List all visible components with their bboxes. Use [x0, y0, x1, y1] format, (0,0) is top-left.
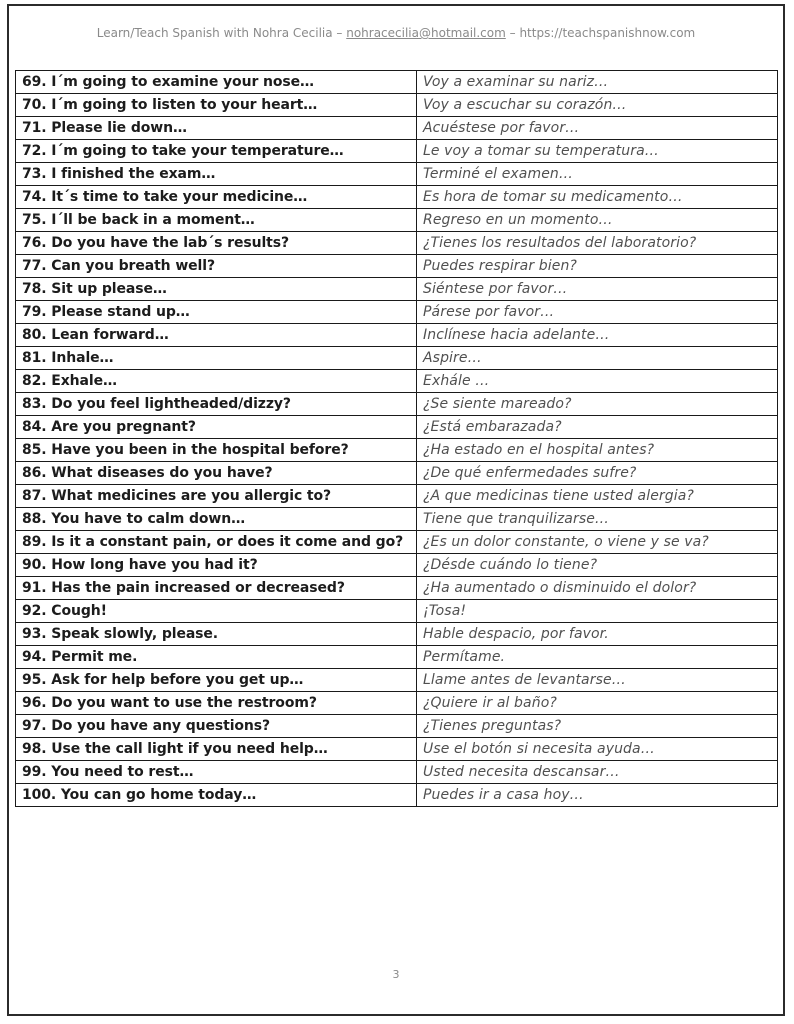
english-phrase-cell: 75. I´ll be back in a moment… [16, 209, 417, 232]
table-row [16, 140, 778, 163]
spanish-phrase-cell: Voy a escuchar su corazón… [417, 94, 778, 117]
spanish-phrase-cell: Puedes respirar bien? [417, 255, 778, 278]
table-row [16, 623, 778, 646]
header-suffix: – https://teachspanishnow.com [505, 26, 696, 40]
table-row [16, 715, 778, 738]
phrase-table-body [16, 71, 778, 807]
english-phrase-cell: 72. I´m going to take your temperature… [16, 140, 417, 163]
spanish-phrase-cell: Inclínese hacia adelante… [417, 324, 778, 347]
spanish-phrase-cell: Es hora de tomar su medicamento… [417, 186, 778, 209]
phrase-table [15, 70, 778, 807]
spanish-phrase-cell: Llame antes de levantarse… [417, 669, 778, 692]
spanish-phrase-cell: ¡Tosa! [417, 600, 778, 623]
english-phrase-cell: 96. Do you want to use the restroom? [16, 692, 417, 715]
english-phrase-cell: 77. Can you breath well? [16, 255, 417, 278]
spanish-phrase-cell: Acuéstese por favor… [417, 117, 778, 140]
table-row [16, 784, 778, 807]
english-phrase-cell: 100. You can go home today… [16, 784, 417, 807]
document-page [7, 4, 785, 1016]
english-phrase-cell: 70. I´m going to listen to your heart… [16, 94, 417, 117]
table-row [16, 301, 778, 324]
spanish-phrase-cell: Regreso en un momento… [417, 209, 778, 232]
table-row [16, 462, 778, 485]
spanish-phrase-cell: Terminé el examen… [417, 163, 778, 186]
table-row [16, 186, 778, 209]
table-row [16, 232, 778, 255]
spanish-phrase-cell: ¿Ha estado en el hospital antes? [417, 439, 778, 462]
spanish-phrase-cell: Permítame. [417, 646, 778, 669]
table-row [16, 738, 778, 761]
table-row [16, 117, 778, 140]
english-phrase-cell: 88. You have to calm down… [16, 508, 417, 531]
english-phrase-cell: 98. Use the call light if you need help… [16, 738, 417, 761]
table-row [16, 278, 778, 301]
english-phrase-cell: 83. Do you feel lightheaded/dizzy? [16, 393, 417, 416]
page-number: 3 [392, 968, 400, 981]
english-phrase-cell: 92. Cough! [16, 600, 417, 623]
english-phrase-cell: 78. Sit up please… [16, 278, 417, 301]
english-phrase-cell: 94. Permit me. [16, 646, 417, 669]
english-phrase-cell: 97. Do you have any questions? [16, 715, 417, 738]
english-phrase-cell: 76. Do you have the lab´s results? [16, 232, 417, 255]
spanish-phrase-cell: Tiene que tranquilizarse… [417, 508, 778, 531]
spanish-phrase-cell: ¿De qué enfermedades sufre? [417, 462, 778, 485]
header-email-link[interactable]: nohracecilia@hotmail.com [346, 26, 506, 40]
table-row [16, 71, 778, 94]
table-row [16, 324, 778, 347]
table-row [16, 485, 778, 508]
english-phrase-cell: 82. Exhale… [16, 370, 417, 393]
page-header [9, 26, 783, 40]
english-phrase-cell: 86. What diseases do you have? [16, 462, 417, 485]
spanish-phrase-cell: ¿A que medicinas tiene usted alergia? [417, 485, 778, 508]
table-row [16, 209, 778, 232]
spanish-phrase-cell: ¿Está embarazada? [417, 416, 778, 439]
spanish-phrase-cell: Use el botón si necesita ayuda… [417, 738, 778, 761]
table-row [16, 669, 778, 692]
table-row [16, 577, 778, 600]
english-phrase-cell: 74. It´s time to take your medicine… [16, 186, 417, 209]
table-row [16, 761, 778, 784]
english-phrase-cell: 89. Is it a constant pain, or does it come and go? [16, 531, 417, 554]
spanish-phrase-cell: ¿Tienes los resultados del laboratorio? [417, 232, 778, 255]
english-phrase-cell: 93. Speak slowly, please. [16, 623, 417, 646]
english-phrase-cell: 95. Ask for help before you get up… [16, 669, 417, 692]
spanish-phrase-cell: Párese por favor… [417, 301, 778, 324]
table-row [16, 554, 778, 577]
english-phrase-cell: 79. Please stand up… [16, 301, 417, 324]
table-row [16, 692, 778, 715]
table-row [16, 600, 778, 623]
spanish-phrase-cell: Hable despacio, por favor. [417, 623, 778, 646]
spanish-phrase-cell: Siéntese por favor… [417, 278, 778, 301]
table-row [16, 393, 778, 416]
spanish-phrase-cell: ¿Ha aumentado o disminuido el dolor? [417, 577, 778, 600]
english-phrase-cell: 87. What medicines are you allergic to? [16, 485, 417, 508]
english-phrase-cell: 81. Inhale… [16, 347, 417, 370]
table-row [16, 163, 778, 186]
english-phrase-cell: 84. Are you pregnant? [16, 416, 417, 439]
spanish-phrase-cell: Voy a examinar su nariz… [417, 71, 778, 94]
english-phrase-cell: 73. I finished the exam… [16, 163, 417, 186]
table-row [16, 531, 778, 554]
header-prefix: Learn/Teach Spanish with Nohra Cecilia – [96, 26, 347, 40]
table-row [16, 94, 778, 117]
table-row [16, 508, 778, 531]
english-phrase-cell: 90. How long have you had it? [16, 554, 417, 577]
english-phrase-cell: 85. Have you been in the hospital before? [16, 439, 417, 462]
table-row [16, 255, 778, 278]
english-phrase-cell: 99. You need to rest… [16, 761, 417, 784]
table-row [16, 439, 778, 462]
table-row [16, 347, 778, 370]
spanish-phrase-cell: ¿Es un dolor constante, o viene y se va? [417, 531, 778, 554]
english-phrase-cell: 69. I´m going to examine your nose… [16, 71, 417, 94]
spanish-phrase-cell: Exhále … [417, 370, 778, 393]
spanish-phrase-cell: ¿Désde cuándo lo tiene? [417, 554, 778, 577]
english-phrase-cell: 71. Please lie down… [16, 117, 417, 140]
table-row [16, 646, 778, 669]
spanish-phrase-cell: Puedes ir a casa hoy… [417, 784, 778, 807]
spanish-phrase-cell: ¿Tienes preguntas? [417, 715, 778, 738]
english-phrase-cell: 91. Has the pain increased or decreased? [16, 577, 417, 600]
spanish-phrase-cell: Usted necesita descansar… [417, 761, 778, 784]
english-phrase-cell: 80. Lean forward… [16, 324, 417, 347]
spanish-phrase-cell: Le voy a tomar su temperatura… [417, 140, 778, 163]
spanish-phrase-cell: ¿Quiere ir al baño? [417, 692, 778, 715]
spanish-phrase-cell: Aspire… [417, 347, 778, 370]
table-row [16, 416, 778, 439]
table-row [16, 370, 778, 393]
spanish-phrase-cell: ¿Se siente mareado? [417, 393, 778, 416]
